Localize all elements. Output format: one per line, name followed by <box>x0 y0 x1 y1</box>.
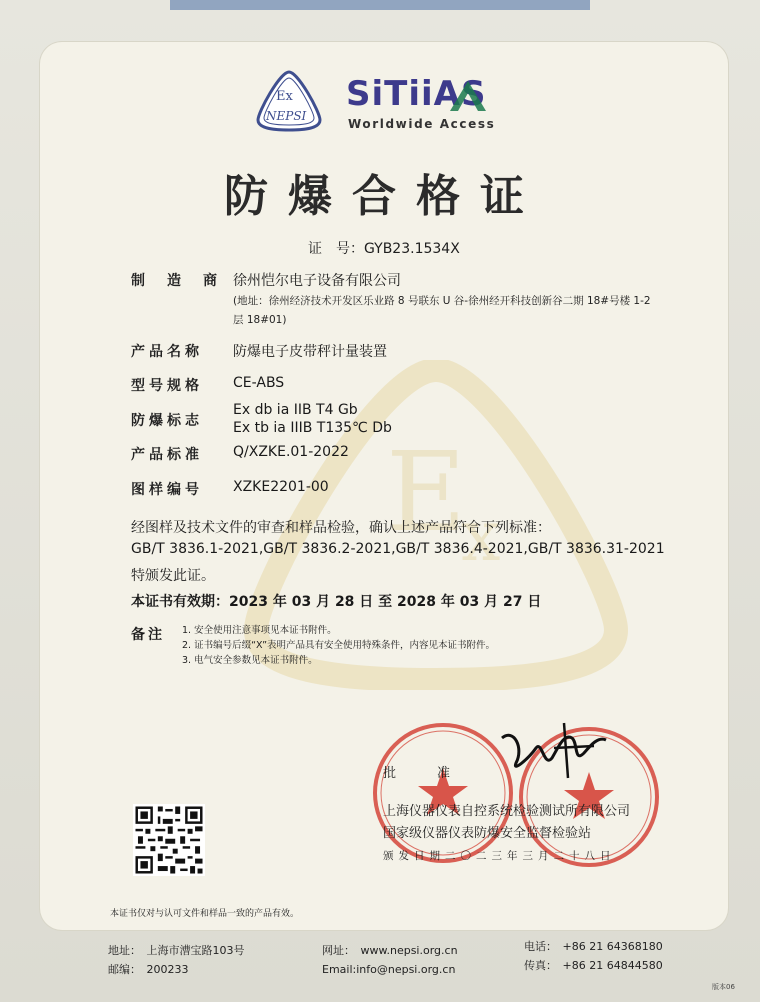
manufacturer-label: 制 造 商 <box>131 273 221 289</box>
nepsi-logo-top-text: Ex <box>276 89 293 104</box>
ex-marking-label: 防爆标志 <box>131 413 203 429</box>
qr-code-icon <box>133 804 205 876</box>
statement-line-1: 经图样及技术文件的审查和样品检验，确认上述产品符合下列标准： <box>131 520 551 536</box>
product-label: 产品名称 <box>131 344 203 360</box>
footer-phone: 电话： +86 21 64368180 <box>524 940 663 953</box>
page-title: 防爆合格证 <box>224 171 544 222</box>
certificate-number: 证 号：GYB23.1534X <box>308 241 460 257</box>
note-item: 2. 证书编号后缀“X”表明产品具有安全使用特殊条件，内容见本证书附件。 <box>182 640 496 651</box>
sitiias-tagline: Worldwide Access <box>348 117 496 131</box>
issuing-organization-1: 上海仪器仪表自控系统检验测试所有限公司 <box>383 804 631 819</box>
approval-label: 批 准 <box>383 766 465 781</box>
footer-address: 地址： 上海市漕宝路103号 <box>108 944 245 957</box>
ex-marking-line-2: Ex tb ia IIIB T135℃ Db <box>233 420 392 436</box>
version-label: 版本06 <box>712 983 735 991</box>
sitiias-logo-text: SiTiiAS <box>346 74 487 114</box>
svg-text:x: x <box>461 495 501 577</box>
address-line-2: 层 18#01) <box>233 314 287 326</box>
issue-date: 颁发日期二〇二三年三月二十八日 <box>383 850 616 862</box>
model-label: 型号规格 <box>131 378 203 394</box>
address-line-1: (地址：徐州经济技术开发区乐业路 8 号联东 U 谷-徐州经开科技创新谷二期 18#号楼 1-2 <box>233 295 651 307</box>
statement-standards: GB/T 3836.1-2021,GB/T 3836.2-2021,GB/T 3836.4-2021,GB/T 3836.31-2021 <box>131 541 665 557</box>
top-edge-strip <box>170 0 590 10</box>
sitiias-accent-icon <box>448 79 488 113</box>
statement-line-3: 特颁发此证。 <box>131 568 215 584</box>
product-value: 防爆电子皮带秤计量装置 <box>233 344 387 360</box>
svg-text:E: E <box>386 428 467 556</box>
nepsi-logo-bottom-text: NEPSI <box>266 109 307 123</box>
issuing-organization-2: 国家级仪器仪表防爆安全监督检验站 <box>383 826 592 841</box>
standard-value: Q/XZKE.01-2022 <box>233 444 349 460</box>
note-item: 1. 安全使用注意事项见本证书附件。 <box>182 625 337 636</box>
validity-period: 本证书有效期：2023 年 03 月 28 日 至 2028 年 03 月 27 日 <box>131 594 542 610</box>
footer-fax: 传真： +86 21 64844580 <box>524 959 663 972</box>
notes-label: 备注 <box>131 627 165 643</box>
handwritten-signature <box>494 718 614 788</box>
validity-footnote: 本证书仅对与认可文件和样品一致的产品有效。 <box>110 909 300 919</box>
footer-website: 网址： www.nepsi.org.cn <box>322 944 458 957</box>
ex-marking-line-1: Ex db ia IIB T4 Gb <box>233 402 358 418</box>
drawing-value: XZKE2201-00 <box>233 479 329 495</box>
footer-postcode: 邮编： 200233 <box>108 963 189 976</box>
standard-label: 产品标准 <box>131 447 203 463</box>
manufacturer-value: 徐州恺尔电子设备有限公司 <box>233 273 401 289</box>
model-value: CE-ABS <box>233 375 285 391</box>
footer-email: Email:info@nepsi.org.cn <box>322 963 456 976</box>
note-item: 3. 电气安全参数见本证书附件。 <box>182 655 318 666</box>
drawing-label: 图样编号 <box>131 482 203 498</box>
